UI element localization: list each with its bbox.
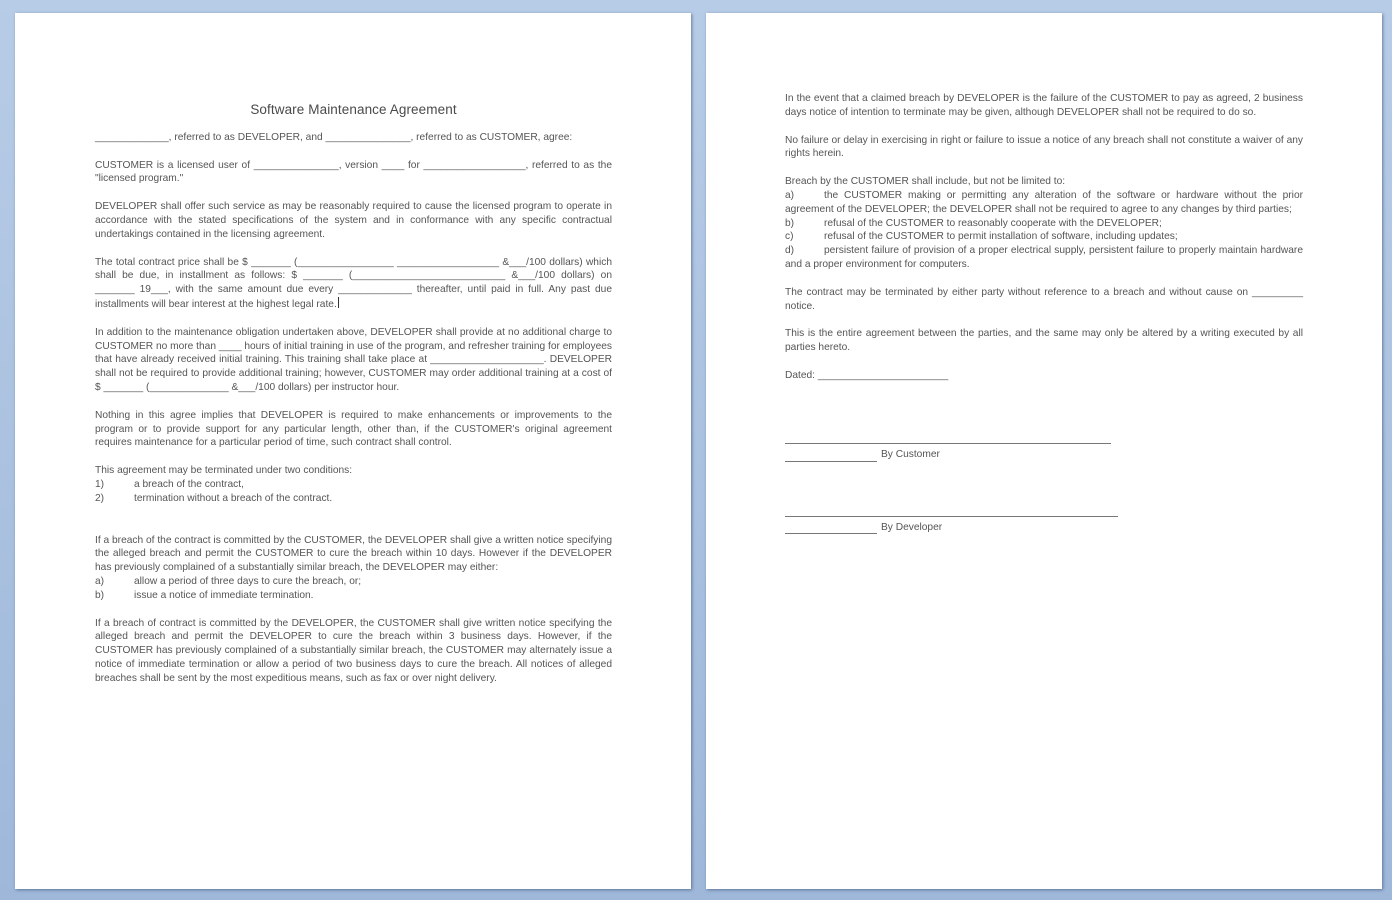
signature-line — [785, 506, 1118, 517]
signature-blank — [785, 451, 877, 462]
customer-signature-block — [785, 433, 1303, 462]
dated-line: Dated: _______________________ — [785, 369, 949, 381]
signature-line — [785, 433, 1111, 444]
developer-signature-block — [785, 506, 1303, 535]
document-page-2[interactable] — [706, 13, 1382, 889]
price-paragraph — [95, 256, 612, 312]
list-text: persistent failure of provision of a proper electrical supply, persistent failure to properly maintain hardware and a proper environment for computers. — [785, 245, 1303, 270]
list-marker: b) — [95, 589, 105, 601]
page-2-body — [785, 92, 1303, 534]
list-text: a breach of the contract, — [134, 478, 244, 490]
list-text: refusal of the CUSTOMER to permit installation of software, including updates; — [824, 231, 1178, 243]
by-developer-label: By Developer — [881, 521, 943, 533]
list-marker: c) — [785, 231, 794, 243]
list-text: refusal of the CUSTOMER to reasonably cooperate with the DEVELOPER; — [824, 217, 1162, 229]
by-customer-label: By Customer — [881, 448, 940, 460]
customer-breach-paragraph: If a breach of the contract is committed by the CUSTOMER, the DEVELOPER shall give a written notice specifying the alleged breach and permit the CUSTOMER to cure the breach within 10 days. However if the DEVELOPER has previously complained of a substantially similar breach, the DEVELOPER may either: — [95, 534, 612, 574]
list-item — [95, 492, 612, 506]
list-marker: d) — [785, 245, 795, 257]
list-marker: 1) — [95, 478, 105, 490]
list-item — [785, 230, 1303, 244]
signature-blank — [785, 523, 877, 534]
license-paragraph: CUSTOMER is a licensed user of _______________, version ____ for __________________, referred to as the "licensed program." — [95, 159, 612, 185]
list-marker: 2) — [95, 492, 105, 504]
enhancements-paragraph: Nothing in this agree implies that DEVELOPER is required to make enhancements or improvements to the program or to provide support for any particular length, other than, if the CUSTOMER's original agreement requires maintenance for a particular period of time, such contract shall control. — [95, 409, 612, 449]
page-1-body — [95, 103, 612, 700]
signature-row — [785, 448, 1303, 462]
list-text: issue a notice of immediate termination. — [134, 589, 314, 601]
parties-paragraph: _____________, referred to as DEVELOPER, and _______________, referred to as CUSTOMER, agree: — [95, 131, 573, 143]
developer-breach-paragraph: If a breach of contract is committed by the DEVELOPER, the CUSTOMER shall give written notice specifying the alleged breach and permit the DEVELOPER to cure the breach within 3 business days. However, if the CUSTOMER has previously complained of a substantially similar breach, the CUSTOMER may alternately issue a notice of immediate termination or allow a period of two business days to cure the breach. All notices of alleged breaches shall be sent by the most expeditious means, such as fax or over night delivery. — [95, 617, 612, 684]
list-item — [95, 589, 612, 603]
list-marker: a) — [95, 575, 105, 587]
training-paragraph: In addition to the maintenance obligation undertaken above, DEVELOPER shall provide at no additional charge to CUSTOMER no more than ____ hours of initial training in use of the program, and refresher training for employees that have already received initial training. This training shall take place at ____________________. DEVELOPER shall not be required to provide additional training; however, CUSTOMER may order additional training at a cost of $ _______ (______________ &___/100 dollars) per instructor hour. — [95, 326, 612, 393]
list-item — [785, 244, 1303, 272]
entire-agreement-paragraph: This is the entire agreement between the parties, and the same may only be altered by a writing executed by all parties hereto. — [785, 328, 1303, 354]
document-page-1[interactable] — [15, 13, 691, 889]
price-paragraph-text: The total contract price shall be $ _______ (_________________ __________________ &___/100 dollars) which shall be due, in installment as follows: $ _______ (___________________________ &___/100 dollars) on _______ 19___, with the same amount due every _____________ thereafter, until paid in full. Any past due installments will bear interest at the highest legal rate. — [95, 256, 612, 310]
list-text: the CUSTOMER making or permitting any alteration of the software or hardware without the prior agreement of the DEVELOPER; the DEVELOPER shall not be required to agree to any changes by third parties; — [785, 189, 1303, 215]
service-paragraph: DEVELOPER shall offer such service as may be reasonably required to cause the licensed program to operate in accordance with the stated specifications of the system and in conformance with any specific contractual undertakings contained in the licensing agreement. — [95, 201, 612, 240]
list-marker: b) — [785, 217, 795, 229]
waiver-paragraph: No failure or delay in exercising in right or failure to issue a notice of any breach shall not constitute a waiver of any rights herein. — [785, 134, 1303, 160]
text-cursor — [338, 297, 339, 308]
payment-breach-paragraph: In the event that a claimed breach by DEVELOPER is the failure of the CUSTOMER to pay as agreed, 2 business days notice of intention to terminate may be given, although DEVELOPER shall not be required to do so. — [785, 93, 1303, 118]
list-item — [785, 217, 1303, 231]
document-title: Software Maintenance Agreement — [250, 102, 457, 117]
spacer — [95, 506, 612, 534]
list-marker: a) — [785, 189, 795, 201]
list-item — [95, 575, 612, 589]
termination-paragraph: The contract may be terminated by either party without reference to a breach and without cause on _________ notice. — [785, 286, 1303, 312]
list-item — [95, 478, 612, 492]
termination-intro: This agreement may be terminated under two conditions: — [95, 465, 353, 477]
signature-row — [785, 521, 1303, 535]
list-item — [785, 189, 1303, 217]
list-text: allow a period of three days to cure the breach, or; — [134, 575, 362, 587]
breach-intro: Breach by the CUSTOMER shall include, but not be limited to: — [785, 176, 1066, 188]
list-text: termination without a breach of the contract. — [134, 492, 333, 504]
